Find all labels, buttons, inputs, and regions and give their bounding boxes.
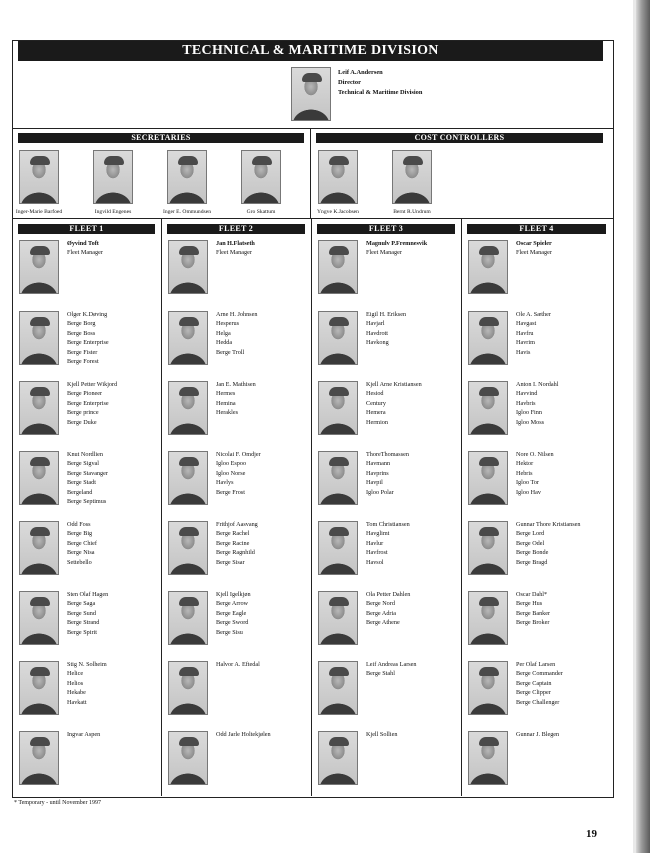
cost-controller-name: Bernt R.Undrum	[393, 209, 431, 215]
hair-shape	[30, 246, 50, 255]
ship-name: Berge Stahl	[366, 670, 395, 678]
ship-name: Helga	[216, 329, 231, 337]
hair-shape	[30, 317, 50, 326]
ship-name: Berge Captain	[516, 679, 552, 687]
person-name: Jan E. Mathisen	[216, 381, 256, 388]
hair-shape	[30, 737, 50, 746]
fleet-manager-role: Fleet Manager	[216, 249, 252, 257]
hair-shape	[329, 457, 349, 466]
person-photo	[468, 311, 508, 365]
cost-controllers-header: COST CONTROLLERS	[316, 133, 603, 143]
hair-shape	[30, 527, 50, 536]
ship-name: Berge Sisu	[216, 628, 243, 636]
divider	[461, 218, 462, 796]
hair-shape	[179, 667, 199, 676]
ship-name: Berge Enterprise	[67, 399, 109, 407]
ship-name: Igloo Polar	[366, 488, 394, 496]
fleet-manager-photo	[168, 240, 208, 294]
person-photo	[19, 311, 59, 365]
person-name: Gunnar Thore Kristiansen	[516, 521, 581, 528]
person-info	[366, 310, 406, 348]
ship-name: Hebris	[516, 469, 533, 477]
hair-shape	[329, 737, 349, 746]
ship-name: Berge Challenger	[516, 698, 560, 706]
ship-name: Hedda	[216, 339, 233, 347]
person-photo	[19, 381, 59, 435]
hair-shape	[30, 597, 50, 606]
fleet-manager-info	[216, 239, 255, 258]
ship-name: Berge Hus	[516, 600, 543, 608]
ship-name: Berge Sword	[216, 619, 249, 627]
ship-name: Igloo Finn	[516, 409, 542, 417]
person-info	[67, 380, 117, 427]
hair-shape	[479, 246, 499, 255]
person-photo	[468, 731, 508, 785]
ship-name: Berge Boss	[67, 329, 96, 337]
ship-name: Berge Stadt	[67, 479, 96, 487]
binding-spine	[636, 0, 650, 853]
hair-shape	[252, 156, 272, 165]
hair-shape	[479, 667, 499, 676]
person-info	[67, 730, 100, 739]
ship-name: Berge Enterprise	[67, 339, 109, 347]
ship-name: Havfrost	[366, 549, 388, 557]
hair-shape	[30, 156, 50, 165]
ship-name: Berge Broker	[516, 619, 550, 627]
hair-shape	[179, 246, 199, 255]
person-info	[67, 310, 109, 366]
person-name: Odd Jarle Holtekjølen	[216, 731, 271, 738]
ship-name: Settebello	[67, 558, 92, 566]
ship-name: Berge Big	[67, 530, 93, 538]
hair-shape	[329, 527, 349, 536]
ship-name: Berge Troll	[216, 348, 245, 356]
person-name: Frithjof Aasvang	[216, 521, 258, 528]
person-photo	[318, 451, 358, 505]
fleet-header: FLEET 1	[18, 224, 155, 234]
director-photo	[291, 67, 331, 121]
ship-name: Havrim	[516, 339, 535, 347]
person-info	[67, 660, 107, 707]
hair-shape	[329, 156, 349, 165]
person-name: Kjell Arne Kristiansen	[366, 381, 422, 388]
ship-name: Berge Arrow	[216, 600, 249, 608]
ship-name: Hemera	[366, 409, 386, 417]
secretary-name: Inger-Marie Barfoed	[15, 209, 63, 215]
person-photo	[168, 521, 208, 575]
ship-name: Berge Odel	[516, 539, 545, 547]
fleet-manager-role: Fleet Manager	[67, 249, 103, 257]
person-photo	[19, 731, 59, 785]
person-name: Kjell Sollien	[366, 731, 398, 738]
ship-name: Havgast	[516, 320, 537, 328]
ship-name: Berge Rachel	[216, 530, 250, 538]
person-photo	[318, 591, 358, 645]
ship-name: Igloo Norse	[216, 469, 246, 477]
person-photo	[318, 661, 358, 715]
director-division: Technical & Maritime Division	[338, 89, 423, 96]
person-name: Kjell Igelkjøn	[216, 591, 251, 598]
hair-shape	[179, 457, 199, 466]
person-photo	[468, 591, 508, 645]
person-info	[216, 660, 260, 669]
ship-name: Berge Chief	[67, 539, 97, 547]
fleet-manager-info	[516, 239, 552, 258]
divider	[311, 218, 312, 796]
person-info	[516, 310, 551, 357]
ship-name: Berge Sisar	[216, 558, 245, 566]
hair-shape	[178, 156, 198, 165]
hair-shape	[104, 156, 124, 165]
person-name: Ola Petter Dahlen	[366, 591, 411, 598]
hair-shape	[30, 387, 50, 396]
person-photo	[19, 451, 59, 505]
person-photo	[168, 311, 208, 365]
person-info	[67, 590, 108, 637]
hair-shape	[479, 527, 499, 536]
person-name: Nicolai F. Omdjer	[216, 451, 261, 458]
ship-name: Bergeland	[67, 488, 93, 496]
person-name: Olger K.Døving	[67, 311, 108, 318]
ship-name: Havdrott	[366, 329, 388, 337]
person-name: Kjell Petter Wikjord	[67, 381, 118, 388]
person-photo	[19, 521, 59, 575]
director-name: Leif A.Andersen	[338, 69, 383, 76]
hair-shape	[179, 387, 199, 396]
ship-name: Igloo Moss	[516, 418, 545, 426]
person-info	[366, 660, 417, 679]
ship-name: Igloo Tor	[516, 479, 539, 487]
person-photo	[19, 661, 59, 715]
ship-name: Berge Bonde	[516, 549, 549, 557]
ship-name: Century	[366, 399, 386, 407]
person-name: Anton I. Nordahl	[516, 381, 559, 388]
person-photo	[168, 381, 208, 435]
person-name: Ole A. Sæther	[516, 311, 551, 318]
person-photo	[318, 731, 358, 785]
ship-name: Havkong	[366, 339, 389, 347]
person-photo	[19, 591, 59, 645]
divider	[12, 128, 613, 129]
hair-shape	[329, 387, 349, 396]
ship-name: Havprins	[366, 469, 389, 477]
ship-name: Berge Banker	[516, 609, 551, 617]
hair-shape	[30, 457, 50, 466]
ship-name: Herakles	[216, 409, 238, 417]
person-name: Gunnar J. Blegen	[516, 731, 560, 738]
fleet-manager-info	[366, 239, 427, 258]
ship-name: Helice	[67, 670, 84, 678]
hair-shape	[329, 667, 349, 676]
person-name: Leif Andreas Larsen	[366, 661, 417, 668]
ship-name: Berge Saga	[67, 600, 96, 608]
person-info	[216, 520, 258, 567]
person-info	[516, 450, 554, 497]
hair-shape	[179, 737, 199, 746]
person-photo	[318, 521, 358, 575]
person-info	[366, 730, 397, 739]
cost-controller-photo	[392, 150, 432, 204]
ship-name: Havkatt	[67, 698, 87, 706]
ship-name: Berge Frost	[216, 488, 245, 496]
person-name: Odd Foss	[67, 521, 91, 528]
ship-name: Berge Racine	[216, 539, 250, 547]
person-info	[67, 520, 97, 567]
person-name: Sten Olaf Hagen	[67, 591, 109, 598]
fleet-manager-photo	[468, 240, 508, 294]
ship-name: Berge Nisa	[67, 549, 95, 557]
ship-name: Havlur	[366, 539, 384, 547]
secretary-photo	[167, 150, 207, 204]
ship-name: Berge Clipper	[516, 689, 551, 697]
person-info	[366, 590, 410, 628]
ship-name: Havsol	[366, 558, 384, 566]
person-info	[516, 380, 558, 427]
fleet-header: FLEET 3	[317, 224, 455, 234]
secretary-photo	[19, 150, 59, 204]
ship-name: Berge Ragnhild	[216, 549, 255, 557]
ship-name: Hektor	[516, 460, 534, 468]
ship-name: Berge Sund	[67, 609, 96, 617]
ship-name: Igloo Hav	[516, 488, 541, 496]
ship-name: Havjarl	[366, 320, 385, 328]
person-name: Eigil H. Eriksen	[366, 311, 407, 318]
fleet-manager-name: Øyvind Toft	[67, 240, 99, 247]
hair-shape	[479, 737, 499, 746]
ship-name: Havlys	[216, 479, 234, 487]
person-photo	[168, 451, 208, 505]
ship-name: Berge Borg	[67, 320, 96, 328]
person-name: ThoreThomassen	[366, 451, 409, 458]
ship-name: Berge Fister	[67, 348, 98, 356]
person-photo	[168, 731, 208, 785]
ship-name: Hekabe	[67, 689, 86, 697]
person-info	[366, 520, 410, 567]
hair-shape	[479, 387, 499, 396]
person-info	[216, 380, 256, 418]
ship-name: Havfru	[516, 329, 534, 337]
ship-name: Berge Pioneer	[67, 390, 103, 398]
hair-shape	[479, 317, 499, 326]
person-info	[516, 660, 563, 707]
secretary-name: Ingvild Engenes	[94, 209, 132, 215]
ship-name: Berge Commander	[516, 670, 563, 678]
ship-name: Havbris	[516, 399, 536, 407]
ship-name: Berge Forest	[67, 358, 99, 366]
ship-name: Berge Lord	[516, 530, 545, 538]
hair-shape	[179, 317, 199, 326]
person-photo	[468, 451, 508, 505]
person-info	[366, 450, 409, 497]
person-name: Arne H. Johnsen	[216, 311, 258, 318]
ship-name: Berge Septimus	[67, 498, 107, 506]
cost-controller-photo	[318, 150, 358, 204]
person-name: Knut Nordlien	[67, 451, 103, 458]
ship-name: Havvind	[516, 390, 538, 398]
fleet-manager-photo	[19, 240, 59, 294]
ship-name: Hesiod	[366, 390, 384, 398]
person-photo	[168, 661, 208, 715]
person-name: Nore O. Nilsen	[516, 451, 554, 458]
secretary-photo	[93, 150, 133, 204]
person-name: Ingvar Aspen	[67, 731, 101, 738]
person-info	[516, 520, 581, 567]
ship-name: Havmann	[366, 460, 391, 468]
ship-name: Havpil	[366, 479, 383, 487]
ship-name: Berge Nord	[366, 600, 395, 608]
ship-name: Berge Adria	[366, 609, 396, 617]
person-photo	[468, 381, 508, 435]
fleet-manager-role: Fleet Manager	[366, 249, 402, 257]
person-photo	[318, 381, 358, 435]
hair-shape	[479, 457, 499, 466]
fleet-manager-name: Oscar Spieler	[516, 240, 552, 247]
cost-controller-name: Yngve K.Jacobsen	[317, 209, 359, 215]
person-name: Oscar Dahl*	[516, 591, 548, 598]
page-title: TECHNICAL & MARITIME DIVISION	[18, 41, 603, 61]
fleet-manager-name: Magnulv P.Fremnesvik	[366, 240, 428, 247]
ship-name: Helios	[67, 679, 84, 687]
fleet-manager-photo	[318, 240, 358, 294]
divider	[310, 128, 311, 218]
secretaries-header: SECRETARIES	[18, 133, 304, 143]
hair-shape	[179, 597, 199, 606]
person-info	[516, 730, 559, 739]
person-photo	[168, 591, 208, 645]
fleet-header: FLEET 2	[167, 224, 305, 234]
ship-name: Berge prince	[67, 409, 99, 417]
person-info	[216, 310, 257, 357]
hair-shape	[403, 156, 423, 165]
ship-name: Hermes	[216, 390, 236, 398]
ship-name: Berge Strand	[67, 619, 100, 627]
ship-name: Hesperus	[216, 320, 240, 328]
secretary-name: Gro Skattum	[246, 209, 276, 215]
ship-name: Igloo Espoo	[216, 460, 247, 468]
hair-shape	[329, 246, 349, 255]
secretary-name: Inger E. Ommundsen	[162, 209, 211, 215]
ship-name: Hemina	[216, 399, 236, 407]
fleet-manager-name: Jan H.Flatseth	[216, 240, 255, 247]
director-role: Director	[338, 79, 361, 86]
hair-shape	[479, 597, 499, 606]
ship-name: Havglimt	[366, 530, 390, 538]
fleet-manager-info	[67, 239, 103, 258]
person-name: Halvor A. Eftedal	[216, 661, 260, 668]
hair-shape	[329, 317, 349, 326]
ship-name: Berge Athene	[366, 619, 400, 627]
ship-name: Berge Bragd	[516, 558, 548, 566]
divider	[12, 218, 613, 219]
person-name: Tom Christiansen	[366, 521, 410, 528]
person-name: Stig N. Solheim	[67, 661, 107, 668]
page-number: 19	[586, 828, 597, 840]
ship-name: Berge Stavanger	[67, 469, 108, 477]
divider	[161, 218, 162, 796]
director-info	[338, 68, 422, 98]
fleet-manager-role: Fleet Manager	[516, 249, 552, 257]
hair-shape	[179, 527, 199, 536]
ship-name: Havis	[516, 348, 531, 356]
person-info	[216, 590, 251, 637]
hair-shape	[329, 597, 349, 606]
person-info	[216, 450, 261, 497]
ship-name: Berge Eagle	[216, 609, 247, 617]
ship-name: Berge Spirit	[67, 628, 97, 636]
person-info	[516, 590, 550, 628]
person-photo	[318, 311, 358, 365]
ship-name: Berge Duke	[67, 418, 97, 426]
person-info	[366, 380, 422, 427]
person-name: Per Olaf Larsen	[516, 661, 556, 668]
ship-name: Berge Sigval	[67, 460, 100, 468]
ship-name: Hermion	[366, 418, 388, 426]
footnote: * Temporary - until November 1997	[14, 800, 101, 806]
person-photo	[468, 521, 508, 575]
person-info	[216, 730, 271, 739]
secretary-photo	[241, 150, 281, 204]
person-info	[67, 450, 108, 506]
hair-shape	[30, 667, 50, 676]
fleet-header: FLEET 4	[467, 224, 606, 234]
person-photo	[468, 661, 508, 715]
